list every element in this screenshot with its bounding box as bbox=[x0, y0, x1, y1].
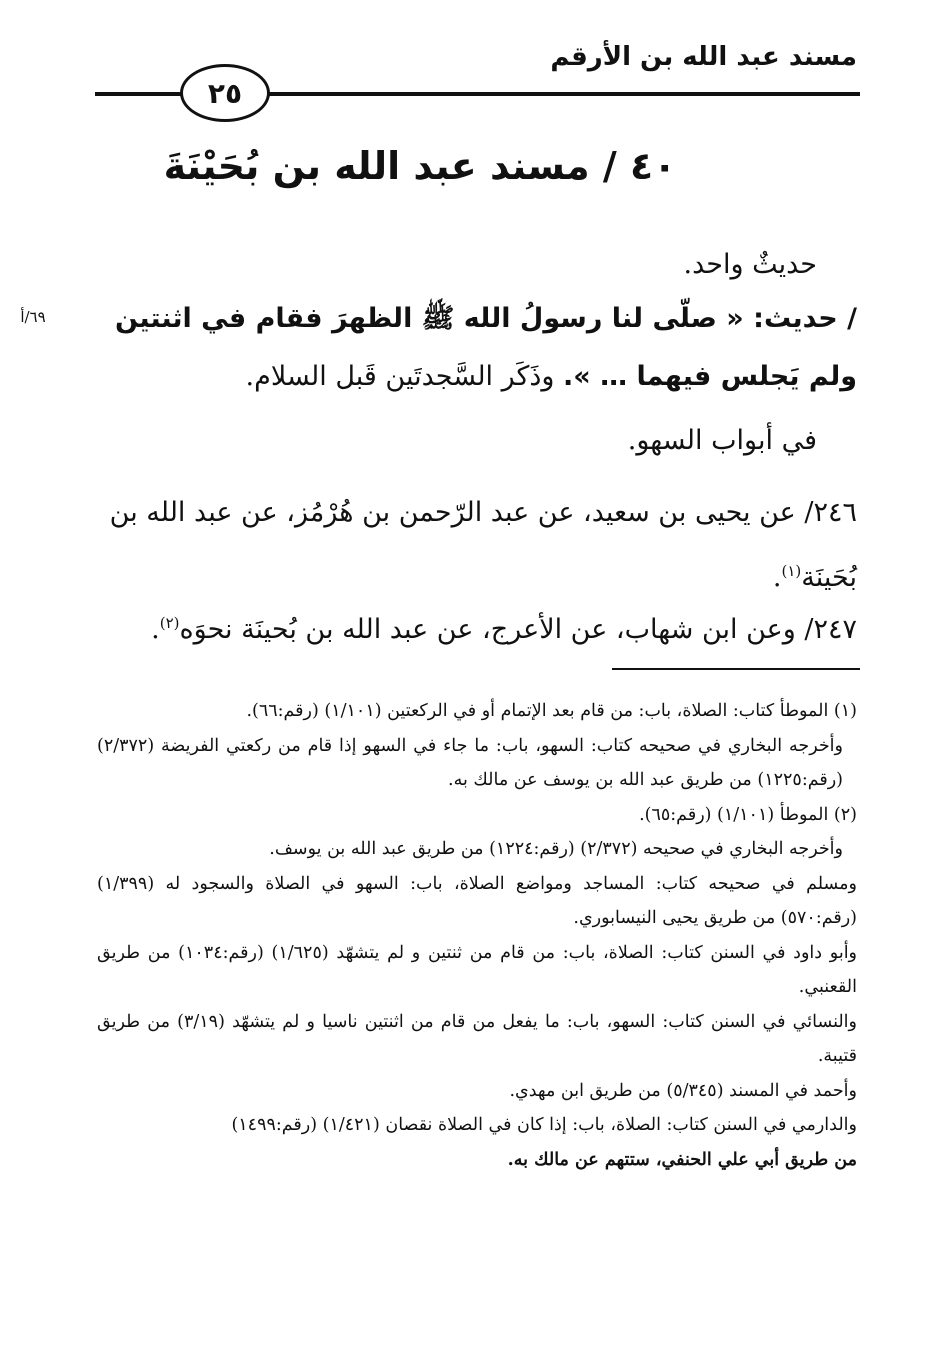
footnote-line: وأحمد في المسند (٥/٣٤٥) من طريق ابن مهدي. bbox=[509, 1080, 857, 1101]
narration-246-text: ٢٤٦/ عن يحيى بن سعيد، عن عبد الرّحمن بن هُرْمُز، عن عبد الله بن بُحَينَة bbox=[109, 497, 857, 593]
page-number: ٢٥ bbox=[180, 64, 270, 122]
hadith-note: وذَكَر السَّجدتَين قَبل السلام. bbox=[245, 361, 564, 392]
footnote-line: وأبو داود في السنن كتاب: الصلاة، باب: من قام من ثنتين و لم يتشهّد (١/٦٢٥) (رقم:١٠٣٤) من طريق القعنبي. bbox=[97, 942, 858, 997]
narration-246: ٢٤٦/ عن يحيى بن سعيد، عن عبد الرّحمن بن هُرْمُز، عن عبد الله بن بُحَينَة$^{(١)}$. bbox=[109, 497, 857, 593]
narration-247-text: ٢٤٧/ وعن ابن شهاب، عن الأعرج، عن عبد الله بن بُحينَة نحوَه bbox=[179, 614, 857, 645]
narration-247: ٢٤٧/ وعن ابن شهاب، عن الأعرج، عن عبد الله بن بُحينَة نحوَه$^{(٢)}$. bbox=[151, 614, 857, 645]
footnote-ref-2[interactable]: (٢) bbox=[159, 614, 180, 632]
footnote-ref-1[interactable]: (١) bbox=[781, 562, 802, 580]
footnote-line: ومسلم في صحيحه كتاب: المساجد ومواضع الصلاة، باب: السهو في الصلاة والسجود له (١/٣٩٩) (رقم:٥٧٠) من طريق يحيى النيسابوري. bbox=[97, 873, 857, 928]
manuscript-folio-note: ٦٩/أ bbox=[20, 308, 46, 326]
footnote-separator bbox=[612, 668, 860, 670]
running-header-title: مسند عبد الله بن الأرقم bbox=[550, 42, 857, 72]
footnote-line: والدارمي في السنن كتاب: الصلاة، باب: إذا كان في الصلاة نقصان (١/٤٢١) (رقم:١٤٩٩) bbox=[231, 1115, 857, 1135]
chapter-reference: في أبواب السهو. bbox=[627, 425, 817, 456]
footnotes bbox=[97, 694, 857, 1177]
footnote-line: من طريق أبي علي الحنفي، ستتهم عن مالك به. bbox=[507, 1149, 857, 1170]
footnote-line: وأخرجه البخاري في صحيحه كتاب: السهو، باب: ما جاء في السهو إذا قام من ركعتي الفريضة (٢/٣٧٢) (رقم:١٢٢٥) من طريق عبد الله بن يوسف عن مالك به. bbox=[97, 735, 843, 790]
hadith-paragraph bbox=[97, 290, 857, 406]
footnote-line: والنسائي في السنن كتاب: السهو، باب: ما يفعل من قام من اثنتين ناسيا و لم يتشهّد (٣/١٩) من طريق قتيبة. bbox=[97, 1011, 857, 1066]
hadith-label: / حديث: bbox=[753, 303, 857, 334]
hadith-text: « صلّى لنا رسولُ الله ﷺ الظهرَ فقام في اثنتين ولم يَجلس فيهما … ». bbox=[115, 303, 857, 392]
footnote-line: (١) الموطأ كتاب: الصلاة، باب: من قام بعد الإتمام أو في الركعتين (١/١٠١) (رقم:٦٦). bbox=[246, 701, 857, 721]
footnote-line: وأخرجه البخاري في صحيحه (٢/٣٧٢) (رقم:١٢٢٤) من طريق عبد الله بن يوسف. bbox=[269, 839, 843, 859]
chapter-title: ٤٠ / مسند عبد الله بن بُحَيْنَةَ bbox=[163, 144, 677, 188]
intro-line: حديثٌ واحد. bbox=[683, 249, 817, 280]
footnote-line: (٢) الموطأ (١/١٠١) (رقم:٦٥). bbox=[639, 804, 857, 825]
